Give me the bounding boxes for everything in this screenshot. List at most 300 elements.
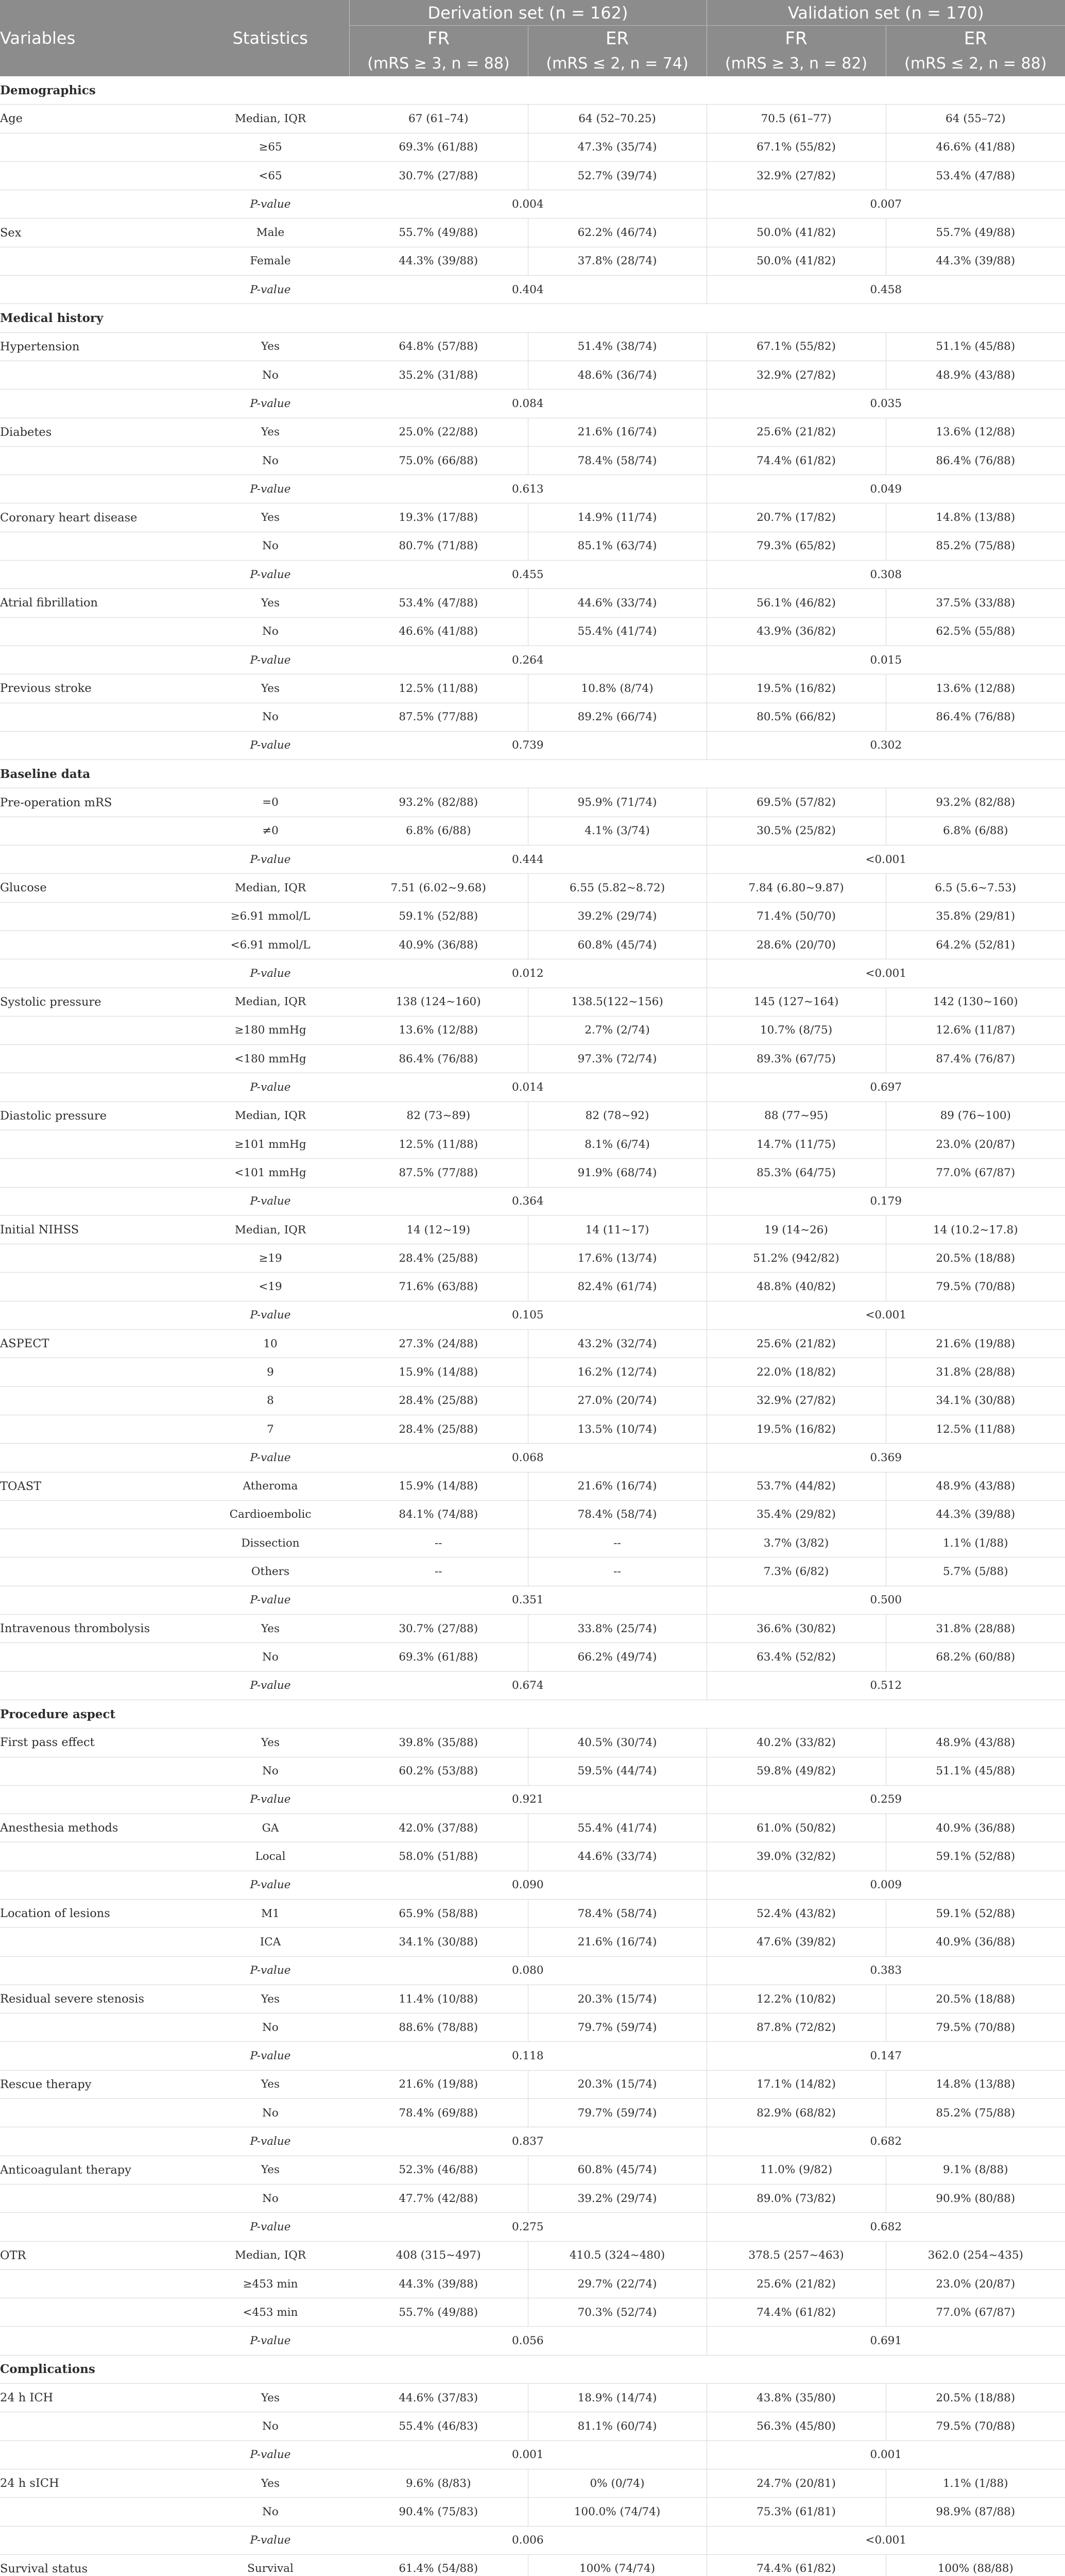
statistic-label: ≥453 min [192,2269,349,2298]
statistic-label: Yes [192,332,349,361]
derivation-er-value: 21.6% (16/74) [528,1928,707,1956]
statistic-label: Yes [192,674,349,703]
statistic-label: Male [192,218,349,247]
validation-fr-value: 40.2% (33/82) [707,1728,886,1757]
validation-p-value: <0.001 [707,845,1065,874]
derivation-fr-value: 7.51 (6.02~9.68) [349,874,528,902]
p-value-label: P-value [192,2526,349,2554]
validation-p-value: 0.259 [707,1785,1065,1814]
table-row [0,1728,1065,1757]
header-derivation-fr: FR [349,26,528,52]
variable-name [0,902,192,930]
table-row [0,1358,1065,1386]
validation-p-value: 0.147 [707,2042,1065,2070]
validation-p-value: 0.049 [707,475,1065,503]
validation-p-value: 0.007 [707,190,1065,218]
variable-name [0,1016,192,1044]
p-value-label: P-value [192,1586,349,1614]
validation-er-value: 14 (10.2~17.8) [886,1215,1065,1244]
table-row [0,1928,1065,1956]
table-row [0,218,1065,247]
variable-name: Systolic pressure [0,988,192,1016]
derivation-p-value: 0.118 [349,2042,707,2070]
derivation-er-value: 44.6% (33/74) [528,589,707,617]
variable-name: Sex [0,218,192,247]
validation-er-value: 59.1% (52/88) [886,1842,1065,1871]
validation-fr-value: 36.6% (30/82) [707,1615,886,1643]
p-value-row [0,959,1065,988]
table-row [0,817,1065,845]
validation-fr-value: 25.6% (21/82) [707,418,886,446]
derivation-fr-value: 9.6% (8/83) [349,2469,528,2497]
table-row [0,1615,1065,1643]
derivation-fr-value: 34.1% (30/88) [349,1928,528,1956]
variable-name [0,1785,192,1814]
derivation-p-value: 0.613 [349,475,707,503]
derivation-p-value: 0.012 [349,959,707,988]
validation-er-value: 48.9% (43/88) [886,1472,1065,1500]
table-row [0,1244,1065,1273]
derivation-fr-value: -- [349,1557,528,1586]
statistic-label: Others [192,1557,349,1586]
validation-fr-value: 50.0% (41/82) [707,247,886,275]
validation-fr-value: 17.1% (14/82) [707,2070,886,2098]
variable-name [0,2327,192,2355]
validation-fr-value: 74.4% (61/82) [707,446,886,474]
derivation-fr-value: 15.9% (14/88) [349,1472,528,1500]
statistic-label: GA [192,1814,349,1842]
table-row [0,503,1065,532]
derivation-er-value: 47.3% (35/74) [528,133,707,161]
derivation-er-value: 82.4% (61/74) [528,1273,707,1301]
validation-fr-value: 82.9% (68/82) [707,2099,886,2127]
statistic-label: ≥180 mmHg [192,1016,349,1044]
derivation-fr-value: 80.7% (71/88) [349,532,528,560]
statistic-label: Yes [192,503,349,532]
derivation-er-value: 20.3% (15/74) [528,2070,707,2098]
variable-name: Glucose [0,874,192,902]
table-row [0,446,1065,474]
statistic-label: <101 mmHg [192,1159,349,1187]
derivation-fr-value: 12.5% (11/88) [349,1130,528,1158]
statistic-label: ≥65 [192,133,349,161]
validation-er-value: 98.9% (87/88) [886,2498,1065,2526]
validation-er-value: 1.1% (1/88) [886,2469,1065,2497]
derivation-er-value: 6.55 (5.82~8.72) [528,874,707,902]
p-value-label: P-value [192,2042,349,2070]
derivation-er-value: -- [528,1557,707,1586]
p-value-row [0,2042,1065,2070]
validation-er-value: 53.4% (47/88) [886,161,1065,190]
statistic-label: Local [192,1842,349,1871]
validation-p-value: 0.500 [707,1586,1065,1614]
table-row [0,105,1065,133]
validation-fr-value: 32.9% (27/82) [707,161,886,190]
statistic-label: No [192,2184,349,2212]
p-value-label: P-value [192,2213,349,2241]
validation-fr-value: 52.4% (43/82) [707,1900,886,1928]
p-value-label: P-value [192,276,349,304]
derivation-p-value: 0.921 [349,1785,707,1814]
statistic-label: <180 mmHg [192,1045,349,1073]
validation-er-value: 90.9% (80/88) [886,2184,1065,2212]
validation-p-value: 0.035 [707,389,1065,418]
validation-er-value: 59.1% (52/88) [886,1900,1065,1928]
validation-fr-value: 19.5% (16/82) [707,674,886,703]
derivation-p-value: 0.001 [349,2441,707,2469]
derivation-fr-value: 55.7% (49/88) [349,218,528,247]
validation-fr-value: 145 (127~164) [707,988,886,1016]
variable-name: Intravenous thrombolysis [0,1615,192,1643]
validation-er-value: 31.8% (28/88) [886,1358,1065,1386]
derivation-p-value: 0.084 [349,389,707,418]
validation-er-value: 13.6% (12/88) [886,418,1065,446]
derivation-fr-value: 28.4% (25/88) [349,1386,528,1415]
derivation-er-value: 33.8% (25/74) [528,1615,707,1643]
p-value-label: P-value [192,1956,349,1985]
validation-er-value: 14.8% (13/88) [886,2070,1065,2098]
validation-fr-value: 63.4% (52/82) [707,1643,886,1671]
table-row [0,161,1065,190]
p-value-row [0,475,1065,503]
derivation-fr-value: 44.3% (39/88) [349,2269,528,2298]
derivation-p-value: 0.004 [349,190,707,218]
derivation-p-value: 0.014 [349,1073,707,1101]
validation-fr-value: 89.0% (73/82) [707,2184,886,2212]
p-value-row [0,389,1065,418]
validation-fr-value: 30.5% (25/82) [707,817,886,845]
table-row [0,1643,1065,1671]
derivation-er-value: 66.2% (49/74) [528,1643,707,1671]
derivation-er-value: 55.4% (41/74) [528,1814,707,1842]
validation-er-value: 44.3% (39/88) [886,1500,1065,1529]
p-value-label: P-value [192,845,349,874]
p-value-row [0,1187,1065,1215]
derivation-p-value: 0.105 [349,1301,707,1329]
validation-fr-value: 11.0% (9/82) [707,2156,886,2184]
table-row [0,617,1065,646]
derivation-fr-value: 86.4% (76/88) [349,1045,528,1073]
variable-name: 24 h sICH [0,2469,192,2497]
header-statistics: Statistics [192,0,349,76]
variable-name [0,1671,192,1700]
derivation-fr-value: 44.3% (39/88) [349,247,528,275]
statistic-label: No [192,1757,349,1785]
derivation-p-value: 0.080 [349,1956,707,1985]
p-value-row [0,845,1065,874]
p-value-label: P-value [192,1871,349,1899]
validation-er-value: 44.3% (39/88) [886,247,1065,275]
table-row [0,2184,1065,2212]
variable-name [0,845,192,874]
validation-p-value: 0.691 [707,2327,1065,2355]
variable-name [0,2013,192,2042]
table-row [0,361,1065,389]
derivation-p-value: 0.006 [349,2526,707,2554]
header-validation-fr: FR [707,26,886,52]
statistic-label: Yes [192,2156,349,2184]
variable-name: Location of lesions [0,1900,192,1928]
table-row [0,2298,1065,2327]
derivation-er-value: 79.7% (59/74) [528,2099,707,2127]
variable-name [0,161,192,190]
header-validation-er-count: (mRS ≤ 2, n = 88) [886,51,1065,76]
table-row [0,1045,1065,1073]
validation-er-value: 23.0% (20/87) [886,1130,1065,1158]
header-derivation-er: ER [528,26,707,52]
variable-name: Coronary heart disease [0,503,192,532]
statistic-label: ≥101 mmHg [192,1130,349,1158]
validation-er-value: 86.4% (76/88) [886,446,1065,474]
section-heading: Baseline data [0,760,1065,788]
table-row [0,2241,1065,2269]
validation-er-value: 86.4% (76/88) [886,703,1065,731]
derivation-fr-value: 52.3% (46/88) [349,2156,528,2184]
validation-fr-value: 28.6% (20/70) [707,930,886,959]
table-row [0,133,1065,161]
derivation-fr-value: 60.2% (53/88) [349,1757,528,1785]
variable-name [0,1444,192,1472]
derivation-er-value: 97.3% (72/74) [528,1045,707,1073]
validation-fr-value: 22.0% (18/82) [707,1358,886,1386]
derivation-fr-value: 90.4% (75/83) [349,2498,528,2526]
derivation-fr-value: 6.8% (6/88) [349,817,528,845]
derivation-fr-value: 71.6% (63/88) [349,1273,528,1301]
p-value-row [0,646,1065,674]
derivation-fr-value: 25.0% (22/88) [349,418,528,446]
variable-name [0,1500,192,1529]
variable-name [0,361,192,389]
variable-name [0,1871,192,1899]
derivation-fr-value: 58.0% (51/88) [349,1842,528,1871]
validation-p-value: 0.009 [707,1871,1065,1899]
derivation-fr-value: 35.2% (31/88) [349,361,528,389]
validation-er-value: 51.1% (45/88) [886,1757,1065,1785]
p-value-row [0,1301,1065,1329]
derivation-fr-value: 27.3% (24/88) [349,1330,528,1358]
validation-er-value: 87.4% (76/87) [886,1045,1065,1073]
validation-er-value: 12.5% (11/88) [886,1415,1065,1443]
variable-name [0,1159,192,1187]
variable-name [0,1529,192,1557]
table-row [0,1159,1065,1187]
statistic-label: 10 [192,1330,349,1358]
statistic-label: <19 [192,1273,349,1301]
validation-fr-value: 51.2% (942/82) [707,1244,886,1273]
table-row [0,1814,1065,1842]
validation-er-value: 85.2% (75/88) [886,532,1065,560]
derivation-er-value: 27.0% (20/74) [528,1386,707,1415]
header-validation-er: ER [886,26,1065,52]
derivation-p-value: 0.674 [349,1671,707,1700]
p-value-row [0,1785,1065,1814]
header-variables: Variables [0,0,192,76]
variable-name [0,561,192,589]
derivation-fr-value: 75.0% (66/88) [349,446,528,474]
table-row [0,589,1065,617]
derivation-fr-value: 15.9% (14/88) [349,1358,528,1386]
validation-er-value: 79.5% (70/88) [886,2013,1065,2042]
statistic-label: No [192,532,349,560]
derivation-er-value: 82 (78~92) [528,1101,707,1130]
section-row [0,2355,1065,2383]
p-value-label: P-value [192,646,349,674]
p-value-row [0,1671,1065,1700]
validation-fr-value: 74.4% (61/82) [707,2298,886,2327]
validation-er-value: 55.7% (49/88) [886,218,1065,247]
variable-name [0,1130,192,1158]
validation-fr-value: 48.8% (40/82) [707,1273,886,1301]
variable-name: TOAST [0,1472,192,1500]
p-value-label: P-value [192,1073,349,1101]
variable-name [0,1187,192,1215]
derivation-fr-value: 64.8% (57/88) [349,332,528,361]
derivation-er-value: 410.5 (324~480) [528,2241,707,2269]
derivation-p-value: 0.068 [349,1444,707,1472]
validation-er-value: 64.2% (52/81) [886,930,1065,959]
variable-name [0,276,192,304]
variable-name [0,1956,192,1985]
validation-p-value: 0.179 [707,1187,1065,1215]
validation-p-value: 0.015 [707,646,1065,674]
variable-name [0,2099,192,2127]
derivation-fr-value: 55.4% (46/83) [349,2412,528,2441]
derivation-er-value: 16.2% (12/74) [528,1358,707,1386]
validation-fr-value: 32.9% (27/82) [707,361,886,389]
derivation-fr-value: 408 (315~497) [349,2241,528,2269]
validation-fr-value: 69.5% (57/82) [707,788,886,817]
derivation-fr-value: 69.3% (61/88) [349,133,528,161]
variable-name [0,1073,192,1101]
table-row [0,2384,1065,2412]
p-value-row [0,276,1065,304]
derivation-er-value: 21.6% (16/74) [528,1472,707,1500]
derivation-er-value: 14 (11~17) [528,1215,707,1244]
statistic-label: ≠0 [192,817,349,845]
table-row [0,2070,1065,2098]
variable-name: First pass effect [0,1728,192,1757]
statistic-label: =0 [192,788,349,817]
p-value-row [0,1073,1065,1101]
derivation-er-value: 59.5% (44/74) [528,1757,707,1785]
derivation-fr-value: 46.6% (41/88) [349,617,528,646]
derivation-fr-value: 59.1% (52/88) [349,902,528,930]
table-row [0,930,1065,959]
derivation-fr-value: 13.6% (12/88) [349,1016,528,1044]
statistic-label: 9 [192,1358,349,1386]
variable-name: Atrial fibrillation [0,589,192,617]
table-row [0,1330,1065,1358]
variable-name: Survival status [0,2554,192,2576]
statistic-label: Atheroma [192,1472,349,1500]
validation-fr-value: 43.9% (36/82) [707,617,886,646]
variable-name [0,446,192,474]
derivation-fr-value: 21.6% (19/88) [349,2070,528,2098]
p-value-label: P-value [192,1444,349,1472]
validation-fr-value: 47.6% (39/82) [707,1928,886,1956]
section-row [0,1700,1065,1728]
section-heading: Medical history [0,304,1065,332]
variable-name: Hypertension [0,332,192,361]
derivation-er-value: 85.1% (63/74) [528,532,707,560]
validation-fr-value: 19.5% (16/82) [707,1415,886,1443]
derivation-fr-value: 30.7% (27/88) [349,161,528,190]
derivation-er-value: 51.4% (38/74) [528,332,707,361]
table-row [0,674,1065,703]
validation-fr-value: 10.7% (8/75) [707,1016,886,1044]
validation-p-value: 0.001 [707,2441,1065,2469]
variable-name [0,2412,192,2441]
section-heading: Procedure aspect [0,1700,1065,1728]
derivation-fr-value: 42.0% (37/88) [349,1814,528,1842]
validation-er-value: 77.0% (67/87) [886,2298,1065,2327]
table-row [0,2156,1065,2184]
variable-name [0,1386,192,1415]
validation-p-value: 0.458 [707,276,1065,304]
statistic-label: ICA [192,1928,349,1956]
statistic-label: Female [192,247,349,275]
statistic-label: Median, IQR [192,2241,349,2269]
derivation-er-value: 2.7% (2/74) [528,1016,707,1044]
p-value-row [0,1586,1065,1614]
statistic-label: Dissection [192,1529,349,1557]
validation-fr-value: 32.9% (27/82) [707,1386,886,1415]
derivation-fr-value: 12.5% (11/88) [349,674,528,703]
table-row [0,418,1065,446]
variable-name [0,2127,192,2156]
derivation-fr-value: 40.9% (36/88) [349,930,528,959]
validation-p-value: <0.001 [707,2526,1065,2554]
validation-fr-value: 12.2% (10/82) [707,1985,886,2013]
variable-name: Age [0,105,192,133]
variable-name [0,1244,192,1273]
statistic-label: No [192,361,349,389]
statistic-label: No [192,446,349,474]
derivation-er-value: 39.2% (29/74) [528,902,707,930]
statistic-label: 7 [192,1415,349,1443]
validation-er-value: 62.5% (55/88) [886,617,1065,646]
derivation-fr-value: 19.3% (17/88) [349,503,528,532]
validation-p-value: <0.001 [707,1301,1065,1329]
table-header [0,0,1065,76]
table-row [0,247,1065,275]
derivation-p-value: 0.264 [349,646,707,674]
derivation-fr-value: 69.3% (61/88) [349,1643,528,1671]
variable-name [0,2042,192,2070]
validation-fr-value: 50.0% (41/82) [707,218,886,247]
validation-er-value: 5.7% (5/88) [886,1557,1065,1586]
p-value-row [0,731,1065,759]
derivation-p-value: 0.090 [349,1871,707,1899]
validation-fr-value: 67.1% (55/82) [707,133,886,161]
variable-name: Diabetes [0,418,192,446]
validation-er-value: 79.5% (70/88) [886,2412,1065,2441]
table-row [0,703,1065,731]
derivation-er-value: 100% (74/74) [528,2554,707,2576]
statistic-label: 8 [192,1386,349,1415]
table-row [0,2099,1065,2127]
table-row [0,532,1065,560]
table-row [0,1500,1065,1529]
derivation-er-value: 37.8% (28/74) [528,247,707,275]
validation-fr-value: 7.3% (6/82) [707,1557,886,1586]
derivation-er-value: 14.9% (11/74) [528,503,707,532]
statistic-label: Median, IQR [192,874,349,902]
derivation-er-value: 39.2% (29/74) [528,2184,707,2212]
variable-name [0,731,192,759]
derivation-p-value: 0.739 [349,731,707,759]
derivation-p-value: 0.444 [349,845,707,874]
